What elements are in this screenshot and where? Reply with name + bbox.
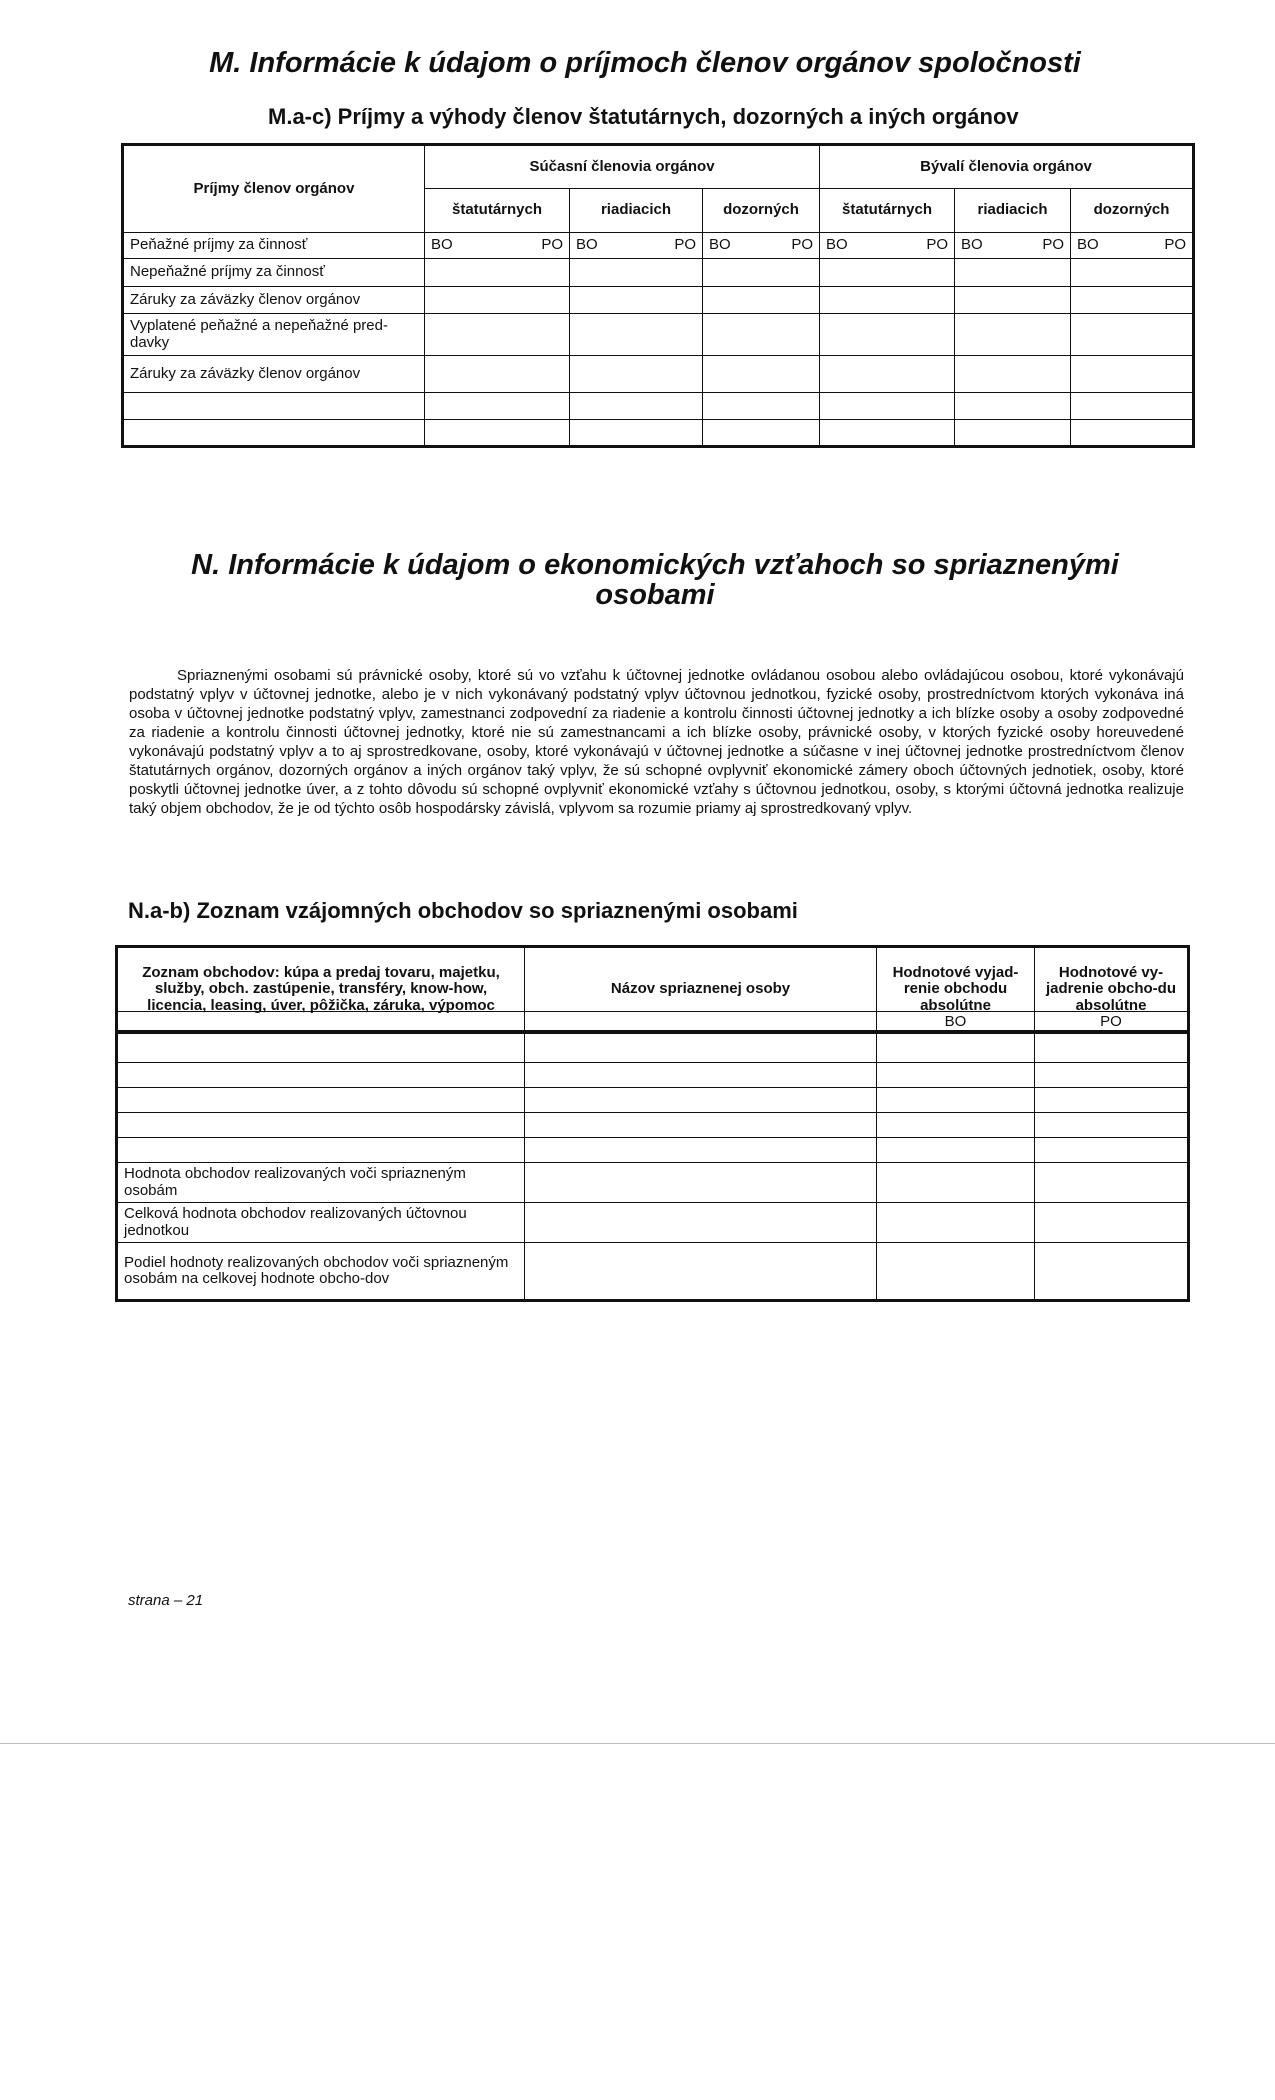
table-row xyxy=(123,287,1194,314)
section-n-subtitle: N.a-b) Zoznam vzájomných obchodov so spriaznenými osobami xyxy=(128,898,798,923)
table-row xyxy=(123,420,1194,447)
table-row xyxy=(117,1243,1189,1301)
table-row xyxy=(123,233,1194,259)
po-label: PO xyxy=(926,236,949,254)
col-former-statutory: štatutárnych xyxy=(820,189,955,233)
po-label: PO xyxy=(541,236,563,254)
row-label xyxy=(123,420,425,447)
group-former-members: Bývalí členovia orgánov xyxy=(820,145,1194,189)
table-row xyxy=(123,393,1194,420)
col-current-supervisory: dozorných xyxy=(703,189,820,233)
row-label: Peňažné príjmy za činnosť xyxy=(123,233,425,259)
bo-label: BO xyxy=(961,236,983,254)
row-label: Záruky za záväzky členov orgánov xyxy=(123,356,425,393)
row-header-income: Príjmy členov orgánov xyxy=(123,145,425,233)
summary-label: Hodnota obchodov realizovaných voči spriazneným osobám xyxy=(117,1163,525,1203)
col-current-management: riadiacich xyxy=(570,189,703,233)
bo-label: BO xyxy=(709,236,731,254)
po-label: PO xyxy=(1042,236,1065,254)
bo-label: BO xyxy=(1077,236,1099,254)
table-row xyxy=(117,1138,1189,1163)
table-row xyxy=(123,356,1194,393)
summary-label: Podiel hodnoty realizovaných obchodov voči spriazneným osobám na celkovej hodnote obcho-dov xyxy=(117,1243,525,1301)
po-label: PO xyxy=(1164,236,1187,254)
col-former-supervisory: dozorných xyxy=(1071,189,1194,233)
table-row xyxy=(123,314,1194,356)
related-parties-definition xyxy=(129,666,1184,818)
table-row xyxy=(117,1163,1189,1203)
table-row xyxy=(117,1088,1189,1113)
col-transaction-list: Zoznam obchodov: kúpa a predaj tovaru, majetku, služby, obch. zastúpenie, transféry, know-how, licencia, leasing, úver, pôžička, záruka, výpomoc xyxy=(117,947,525,1032)
summary-label: Celková hodnota obchodov realizovaných účtovnou jednotkou xyxy=(117,1203,525,1243)
table-row xyxy=(117,1012,1189,1034)
bo-label: BO xyxy=(826,236,848,254)
section-m-title: M. Informácie k údajom o príjmoch členov orgánov spoločnosti xyxy=(209,47,1081,79)
page-number: strana – 21 xyxy=(128,1592,204,1609)
row-label: Nepeňažné príjmy za činnosť xyxy=(123,259,425,287)
row-label: Záruky za záväzky členov orgánov xyxy=(123,287,425,314)
bo-label: BO xyxy=(877,1012,1035,1034)
paragraph-text: Spriaznenými osobami sú právnické osoby, ktoré sú vo vzťahu k účtovnej jednotke ovládanou osobou alebo ovládajúcou osobou, ktoré vykonávajú podstatný vplyv v účtovnej jednotke, alebo je v nich vykonávaný podstatný vplyv účtovnou jednotkou, fyzické osoby, prostredníctvom ktorých vykonáva iná osoba v účtovnej jednotke podstatný vplyv, zamestnanci zodpovední za riadenie a kontrolu činnosti účtovnej jednotky a ich blízke osoby a osoby zodpovedné za riadenie a kontrolu činnosti účtovnej jednotky, ktoré nie sú zamestnancami a ich blízke osoby, právnické osoby, v ktorých fyzické osoby horeuvedené vykonávajú podstatný vplyv a to aj sprostredkovane, osoby, ktoré vykonávajú v účtovnej jednotke a súčasne v inej účtovnej jednotke prostredníctvom členov štatutárnych orgánov, dozorných orgánov a iných orgánov taký vplyv, že sú schopné ovplyvniť ekonomické zámery oboch účtovných jednotiek, osoby, ktoré poskytli účtovnej jednotke úver, a z tohto dôvodu sú schopné ovplyvniť ekonomické vzťahy s účtovnou jednotkou, osoby, s ktorými účtovná jednotka realizuje taký objem obchodov, že je od týchto osôb hospodársky závislá, vplyvom sa rozumie priamy aj sprostredkovaný vplyv. xyxy=(129,667,1184,817)
bo-label: BO xyxy=(431,236,453,254)
table-row xyxy=(117,1113,1189,1138)
table-row xyxy=(117,1063,1189,1088)
transactions-table-body xyxy=(115,1011,1190,1302)
col-current-statutory: štatutárnych xyxy=(425,189,570,233)
po-label: PO xyxy=(674,236,696,254)
group-current-members: Súčasní členovia orgánov xyxy=(425,145,820,189)
col-value-po: Hodnotové vy-jadrenie obcho-du absolútne xyxy=(1035,947,1189,1032)
po-label: PO xyxy=(1035,1012,1189,1034)
table-row xyxy=(123,259,1194,287)
bo-label: BO xyxy=(576,236,598,254)
section-n-title: N. Informácie k údajom o ekonomických vzťahoch so spriaznenými osobami xyxy=(191,549,1119,612)
row-label xyxy=(123,393,425,420)
col-value-bo: Hodnotové vyjad-renie obchodu absolútne xyxy=(877,947,1035,1032)
po-label: PO xyxy=(791,236,814,254)
income-table xyxy=(121,143,1195,448)
table-row xyxy=(117,1034,1189,1063)
section-m-subtitle: M.a-c) Príjmy a výhody členov štatutárnych, dozorných a iných orgánov xyxy=(268,104,1019,129)
table-row xyxy=(117,1203,1189,1243)
row-label: Vyplatené peňažné a nepeňažné pred-davky xyxy=(123,314,425,356)
col-former-management: riadiacich xyxy=(955,189,1071,233)
col-related-party-name: Názov spriaznenej osoby xyxy=(525,947,877,1032)
scan-edge-line xyxy=(0,1743,1275,1744)
